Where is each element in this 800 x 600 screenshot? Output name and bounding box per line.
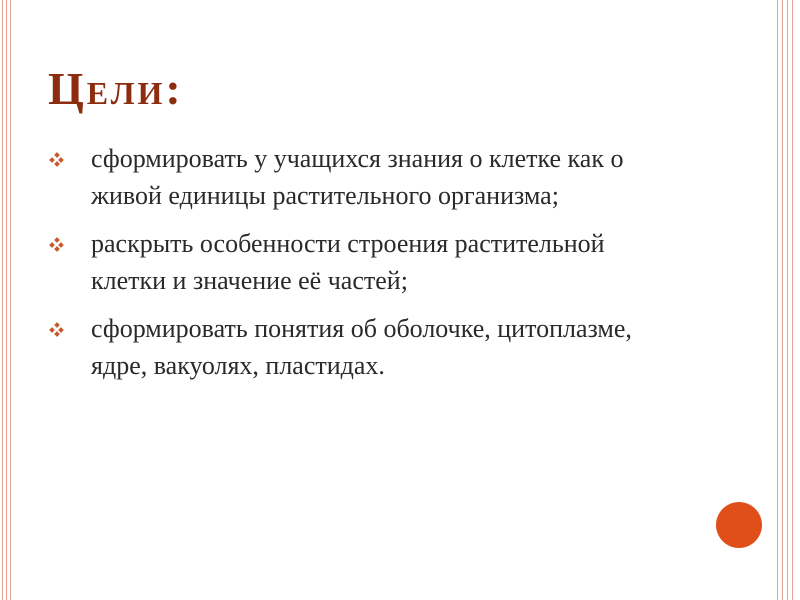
list-item [50,310,670,384]
slide-title: Цели: [48,63,184,114]
diamond-cluster-icon [50,323,63,336]
frame-line-right-2 [782,0,783,600]
bullet-list [50,140,670,395]
list-item [50,225,670,299]
bullet-text: сформировать понятия об оболочке, цитоплазме, ядре, вакуолях, пластидах. [91,314,632,380]
frame-line-left-1 [2,0,3,600]
diamond-cluster-icon [50,153,63,166]
frame-line-right-1 [777,0,778,600]
decorative-circle [716,502,762,548]
diamond-cluster-icon [50,238,63,251]
frame-line-left-3 [10,0,11,600]
bullet-text: сформировать у учащихся знания о клетке как о живой единицы растительного организма; [91,144,624,210]
frame-line-right-4 [792,0,793,600]
bullet-text: раскрыть особенности строения растительной клетки и значение её частей; [91,229,605,295]
list-item [50,140,670,214]
frame-line-left-2 [6,0,7,600]
frame-line-right-3 [787,0,788,600]
